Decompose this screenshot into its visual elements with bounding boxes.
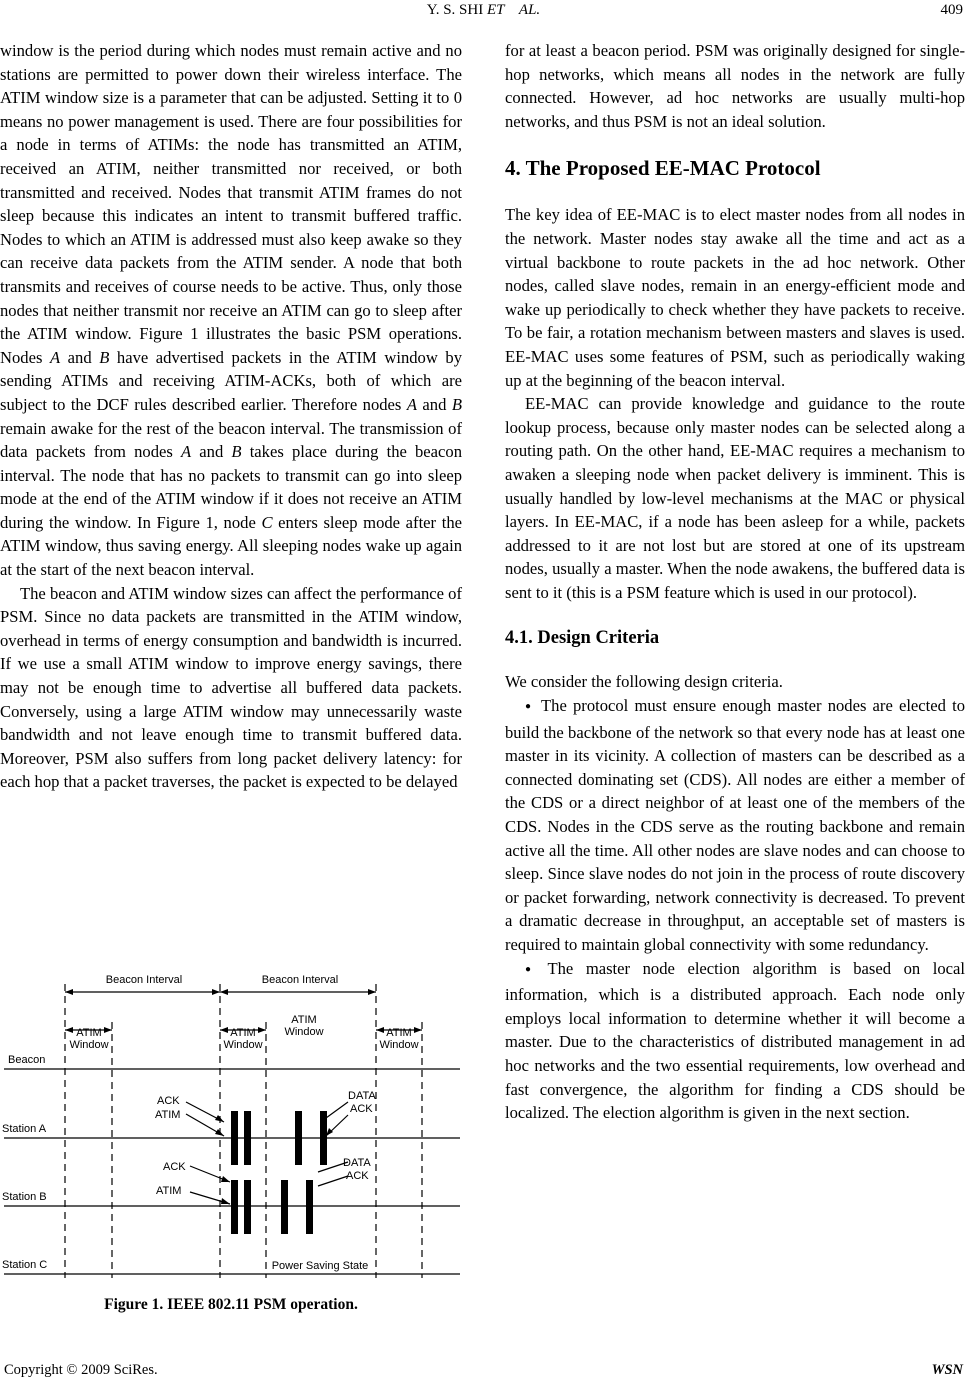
arrowhead (212, 989, 220, 995)
label-power-saving-state: Power Saving State (271, 1260, 369, 1272)
arrowhead (376, 1027, 384, 1033)
label-atim-2: ATIM (230, 1027, 256, 1039)
node-label: B (451, 394, 462, 414)
arrowhead (65, 989, 73, 995)
packet-bar-a-1 (231, 1111, 238, 1165)
bullet-item-2 (505, 957, 965, 1125)
label-row-station-c: Station C (2, 1259, 48, 1271)
figure-caption: Figure 1. IEEE 802.11 PSM operation. (104, 1296, 358, 1313)
subsection-title: 4.1. Design Criteria (505, 628, 660, 649)
bullet-item-1 (505, 694, 965, 957)
text-run: and (416, 394, 452, 414)
bullet-text-1: The protocol must ensure enough master nodes are elected to build the backbone of the network so that every node has at least one master in its vicinity. A collection of masters can be described as a connected dominating set (CDS). All nodes are either a member of the CDS or a direct neighbor of at least one of the members of the CDS. Nodes in the CDS serve as the routing backbone and remain active all the time. All other nodes are slave nodes and can choose to sleep. Since slave nodes do not join in the process of route discovery or packet forwarding, network connectivity is decreased. To prevent a dramatic decrease in throughput, an acceptable set of masters is required to maintain global connectivity with some redundancy. (505, 696, 965, 954)
label-window-4: Window (379, 1039, 419, 1051)
label-data-b: DATA (343, 1157, 371, 1169)
left-paragraph-1 (0, 39, 462, 582)
right-paragraph-3: We consider the following design criteria. (505, 672, 783, 692)
node-label: A (180, 442, 192, 462)
page-number: 409 (940, 2, 963, 18)
ack-pointer-b2 (318, 1176, 348, 1186)
authors-name: Y. S. SHI (426, 2, 484, 18)
node-label: A (406, 394, 417, 414)
right-paragraph-2: EE-MAC can provide knowledge and guidance to the route lookup process, because only master nodes can be selected along a routing path. On the other hand, EE-MAC requires a mechanism to awaken a sleeping node when packet delivery is imminent. This is usually handled by low-level mechanisms at the MAC or physical layers. In EE-MAC, if a node has been asleep for a while, packets addressed to it are not lost but are stored at one of its upstream nodes, usually a master. When the node awakens, the buffered data is sent to it (this is a PSM feature which is used in our protocol). (505, 394, 965, 602)
arrowhead (220, 989, 228, 995)
arrowhead (104, 1027, 112, 1033)
text-run: takes place during the beacon interval. The node that has no packets to transmit can go into sleep mode at the end of the ATIM window if it does not receive an ATIM during the window. In Figure 1, node (0, 442, 462, 532)
node-label: A (49, 347, 61, 367)
label-row-station-a: Station A (2, 1123, 47, 1135)
label-atim-3: ATIM (291, 1014, 317, 1026)
right-column (505, 39, 965, 1125)
text-run: and (191, 442, 232, 462)
label-ack-b: ACK (163, 1161, 186, 1173)
arrowhead (221, 1176, 230, 1182)
left-column (0, 39, 462, 794)
label-data-a: DATA (348, 1090, 376, 1102)
packet-bar-a-3 (295, 1111, 302, 1165)
arrowhead (65, 1027, 73, 1033)
label-ack-b2: ACK (346, 1170, 369, 1182)
packet-bar-b-4 (306, 1180, 313, 1234)
label-atim-b: ATIM (156, 1185, 182, 1197)
packet-bar-a-2 (244, 1111, 251, 1165)
text-run: enters sleep mode after the ATIM window, thus saving energy. All sleeping nodes wake up again at the start of the next beacon interval. (0, 512, 462, 580)
running-head-authors (0, 2, 967, 19)
label-beacon-interval-2: Beacon Interval (261, 974, 339, 986)
data-pointer-a (326, 1102, 348, 1118)
packet-bar-a-4 (320, 1111, 327, 1165)
label-atim-1: ATIM (76, 1027, 102, 1039)
right-paragraph-1: The key idea of EE-MAC is to elect master nodes from all nodes in the network. Master nodes stay awake all the time and act as a virtual backbone to route packets in the ad hoc network. Other nodes, called slave nodes, remain in an energy-efficient mode and wake up periodically to check whether they have packets to receive. To be fair, a rotation mechanism between masters and slaves is used. EE-MAC uses some features of PSM, such as periodically waking up at the beginning of the beacon interval. (505, 205, 965, 390)
journal-abbrev: WSN (931, 1362, 963, 1378)
psm-timing-diagram (0, 962, 462, 1292)
label-window-3: Window (284, 1026, 324, 1038)
label-row-station-b: Station B (2, 1191, 47, 1203)
bullet-text-2: The master node election algorithm is based on local information, which is a distributed approach. Each node only employs local information to determine whether it will become a master. Due to the characteristics of distributed management in ad hoc networks and the two essential requirements, low overhead and fast convergence, the algorithm for finding a CDS should be localized. The election algorithm is given in the next section. (505, 958, 966, 1123)
figure-psm-operation (0, 962, 462, 1302)
label-window-2: Window (223, 1039, 263, 1051)
node-label: B (99, 347, 110, 367)
label-atim-a: ATIM (155, 1109, 181, 1121)
label-window-1: Window (69, 1039, 109, 1051)
label-atim-4: ATIM (386, 1027, 412, 1039)
left-paragraph-2: The beacon and ATIM window sizes can affect the performance of PSM. Since no data packets are transmitted in the ATIM window, overhead in terms of energy consumption and bandwidth is incurred. If we use a small ATIM window to improve energy savings, there may not be enough time to advertise all buffered data packets. Conversely, using a large ATIM window may unnecessarily waste bandwidth and not leave enough time to transmit buffered data. Moreover, PSM also suffers from long packet delivery latency: for each hop that a packet traverses, the packet is expected to be delayed (0, 583, 463, 792)
label-ack-a2: ACK (350, 1103, 373, 1115)
copyright-notice: Copyright © 2009 SciRes. (4, 1362, 158, 1378)
arrowhead (220, 1027, 228, 1033)
packet-bar-b-3 (281, 1180, 288, 1234)
arrowhead (414, 1027, 422, 1033)
arrowhead (326, 1128, 333, 1136)
arrowhead (368, 989, 376, 995)
label-beacon-interval-1: Beacon Interval (105, 974, 183, 986)
packet-bar-b-1 (231, 1180, 238, 1234)
bullet-dot: ● (525, 701, 534, 713)
section-title: 4. The Proposed EE-MAC Protocol (505, 156, 821, 181)
packet-bar-b-2 (244, 1180, 251, 1234)
bullet-dot: ● (525, 963, 540, 975)
arrowhead (258, 1027, 266, 1033)
text-run: window is the period during which nodes must remain active and no stations are permitted to power down their wireless interface. The ATIM window size is a parameter that can be adjusted. Setting it to 0 means no power management is used. There are four possibilities for a node in terms of ATIMs: the node has transmitted an ATIM, received an ATIM, neither transmitted nor received, or both transmitted and received. Nodes that transmit ATIM frames do not sleep because this indicates an intent to transmit buffered traffic. Nodes to which an ATIM is addressed must also keep awake so they can receive data packets from the ATIM sender. A node that both transmits and receives of course needs to be active. Thus, only those nodes that neither transmit nor receive an ATIM can go to sleep after the ATIM window. Figure 1 illustrates the basic PSM operations. Nodes (0, 41, 462, 367)
running-header (0, 2, 967, 24)
node-label: B (231, 442, 242, 462)
authors-etal: ET AL. (486, 2, 541, 18)
arrowhead (221, 1198, 230, 1204)
label-row-beacon: Beacon (8, 1054, 46, 1066)
label-ack-a: ACK (157, 1095, 180, 1107)
text-run: have advertised packets in the ATIM window by sending ATIMs and receiving ATIM-ACKs, both of which are subject to the DCF rules described earlier. Therefore nodes (0, 347, 462, 414)
text-run: remain awake for the rest of the beacon interval. The transmission of data packets from nodes (0, 418, 462, 462)
right-paragraph-0: for at least a beacon period. PSM was originally designed for single-hop networks, which means all nodes in the network are fully connected. However, ad hoc networks are usually multi-hop networks, and thus PSM is not an ideal solution. (505, 41, 965, 131)
text-run: and (60, 347, 100, 367)
node-label: C (261, 512, 273, 532)
